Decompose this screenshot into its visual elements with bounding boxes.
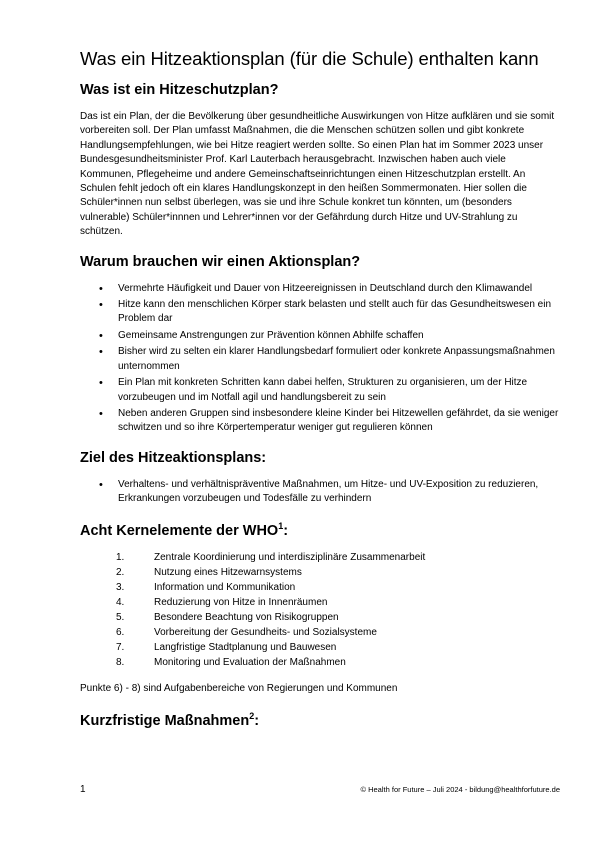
numbered-list-kernelemente [80,550,560,670]
list-item [80,655,560,670]
list-item-text: Information und Kommunikation [154,582,296,594]
bullet-list-ziel [80,478,560,507]
section-heading-kernelemente [80,521,560,539]
list-item-number: 2. [116,567,125,579]
footnote-mark: 1 [278,520,284,531]
section-heading-hitzeschutzplan: Was ist ein Hitzeschutzplan? [80,82,279,98]
footer-text: © Health for Future – Juli 2024 - bildung@healthforfuture.de [360,785,560,794]
section-heading-ziel: Ziel des Hitzeaktionsplans: [80,449,267,466]
heading-text: Acht Kernelemente der WHO [80,522,279,539]
list-item-text: Monitoring und Evaluation der Maßnahmen [154,657,346,669]
document-page [80,48,560,741]
list-item [80,640,560,655]
list-item-text: Besondere Beachtung von Risikogruppen [154,612,339,624]
page-number: 1 [80,784,86,795]
list-item-number: 7. [116,642,125,654]
list-item-number: 1. [116,552,125,564]
section-heading-aktionsplan: Warum brauchen wir einen Aktionsplan? [80,253,361,270]
list-item-number: 8. [116,657,125,669]
list-item [80,625,560,640]
list-item [80,580,560,595]
section-text-hitzeschutzplan: Das ist ein Plan, der die Bevölkerung über gesundheitliche Auswirkungen von Hitze aufklären und sie somit vorbereiten soll. Der Plan umfasst Maßnahmen, die die Menschen schützen sollen und gibt konkrete Handlungsempfehlungen, wie bei Hitze reagiert werden sollte. So einen Plan hat im Sommer 2023 unser Bundesgesundheitsminister Prof. Karl Lauterbach herausgebracht. Inzwischen haben auch viele Kommunen, Pflegeheime und andere Gemeinschaftseinrichtungen einen Hitzeschutzplan erstellt. An Schulen fehlt jedoch oft ein klares Handlungskonzept in den heißen Sommermonaten. Hier sollen die Schüler*innen nun selbst überlegen, was sie und ihre Schule konkret tun könnten, um (besonders vulnerable) Schüler*innnen und Lehrer*innen vor der Gefährdung durch Hitze und UV-Strahlung zu schützen. [80,111,555,238]
footnote-mark: 2 [249,710,255,721]
list-item-text: Reduzierung von Hitze in Innenräumen [154,597,328,609]
list-item: • Hitze kann den menschlichen Körper stark belasten und stellt auch für das Gesundheitswesen ein Problem dar [118,298,560,327]
list-item [80,565,560,580]
list-item: • Gemeinsame Anstrengungen zur Prävention können Abhilfe schaffen [118,329,560,343]
heading-text: Kurzfristige Maßnahmen [80,712,250,729]
list-item: • Neben anderen Gruppen sind insbesondere kleine Kinder bei Hitzewellen gefährdet, da sie weniger schwitzen und so ihre Körpertemperatur weniger gut regulieren können [118,407,560,436]
list-item: • Vermehrte Häufigkeit und Dauer von Hitzeereignissen in Deutschland durch den Klimawandel [118,282,560,296]
bullet-list-aktionsplan [80,282,560,436]
list-item [80,610,560,625]
section-heading-kurzfristige-massnahmen [80,711,560,729]
heading-suffix: : [254,712,260,729]
list-item-text: Zentrale Koordinierung und interdisziplinäre Zusammenarbeit [154,552,426,564]
list-item: • Verhaltens- und verhältnispräventive Maßnahmen, um Hitze- und UV-Exposition zu reduzieren, Erkrankungen vorzubeugen und Todesfälle zu verhindern [118,478,560,507]
list-item-number: 4. [116,597,125,609]
list-item-text: Nutzung eines Hitzewarnsystems [154,567,302,579]
list-item: • Ein Plan mit konkreten Schritten kann dabei helfen, Strukturen zu organisieren, um der Hitze vorzubeugen und im Notfall agil und handlungsbereit zu sein [118,376,560,405]
list-item-number: 5. [116,612,125,624]
list-item [80,550,560,565]
list-item-text: Langfristige Stadtplanung und Bauwesen [154,642,337,654]
list-item-number: 6. [116,627,125,639]
kernelemente-note: Punkte 6) - 8) sind Aufgabenbereiche von Regierungen und Kommunen [80,683,398,695]
list-item [80,595,560,610]
list-item-text: Vorbereitung der Gesundheits- und Sozialsysteme [154,627,377,639]
page-footer [80,784,560,798]
heading-suffix: : [283,522,289,539]
document-title: Was ein Hitzeaktionsplan (für die Schule) enthalten kann [80,48,539,69]
list-item-number: 3. [116,582,125,594]
list-item: • Bisher wird zu selten ein klarer Handlungsbedarf formuliert oder konkrete Anpassungsmaßnahmen unternommen [118,345,560,374]
